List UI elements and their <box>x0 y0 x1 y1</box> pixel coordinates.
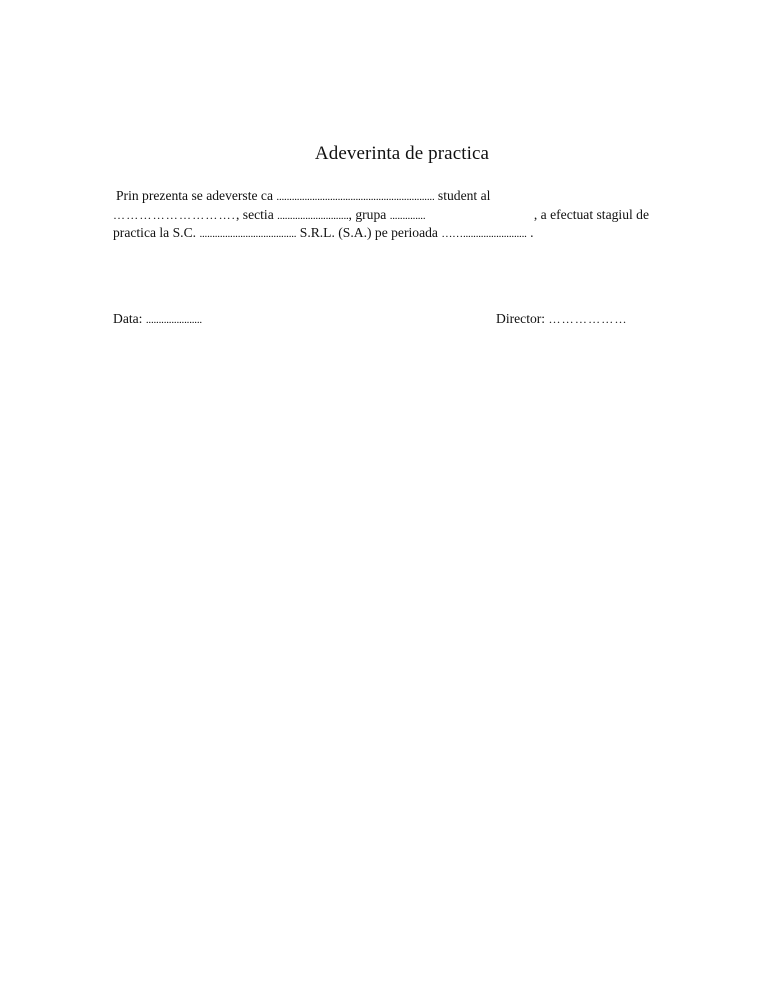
director-label: Director: <box>496 311 549 326</box>
line1-text-end: student al <box>434 188 491 203</box>
director-field <box>496 311 628 327</box>
grupa-blank: .............. <box>389 210 426 222</box>
line2-text-end: , a efectuat stagiul de <box>533 207 649 222</box>
student-name-blank: .............................................................. <box>276 191 435 203</box>
date-label: Data: <box>113 311 146 326</box>
line3-text-middle: S.R.L. (S.A.) pe perioada <box>296 225 442 240</box>
line2-text-grupa: , grupa <box>348 207 390 222</box>
school-blank: ………………………. <box>113 208 236 222</box>
body-line-1 <box>116 188 490 204</box>
sectia-blank: ............................ <box>277 210 349 222</box>
line2-text-sectia: , sectia <box>236 207 278 222</box>
company-blank: ...................................... <box>199 228 297 240</box>
line2-left <box>113 207 425 223</box>
date-field <box>113 311 202 327</box>
document-title: Adeverinta de practica <box>314 143 490 164</box>
line1-text-start: Prin prezenta se adeverste ca <box>116 188 277 203</box>
body-line-2 <box>113 207 649 223</box>
body-line-3 <box>113 225 534 241</box>
line3-text-start: practica la S.C. <box>113 225 200 240</box>
line3-text-end: . <box>526 225 534 240</box>
period-blank: ……......................... <box>441 228 527 240</box>
date-blank: ...................... <box>145 314 202 326</box>
director-blank: ……………… <box>548 312 628 326</box>
